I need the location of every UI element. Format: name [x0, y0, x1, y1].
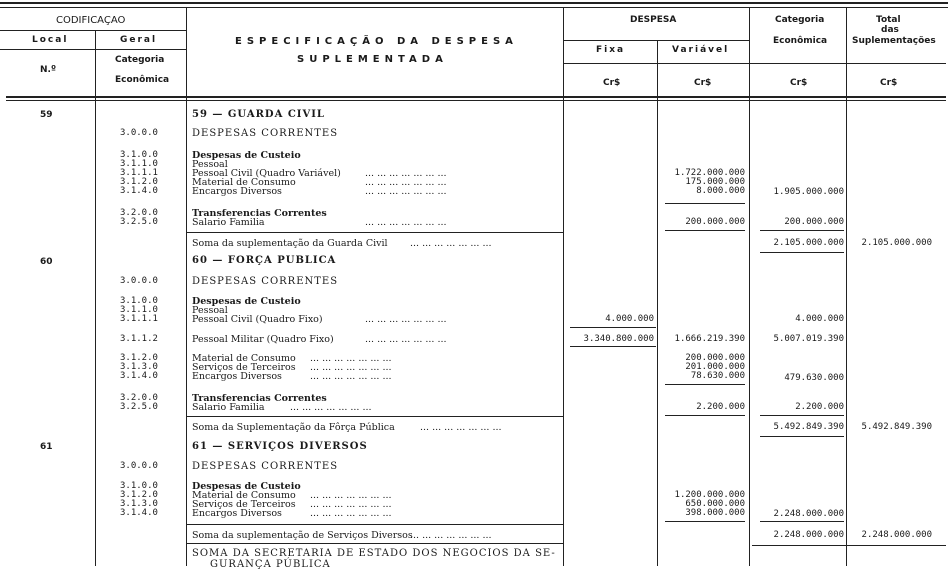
- militar-code: 3.1.1.2: [120, 334, 158, 344]
- outros-codes: 3.1.2.0 3.1.3.0 3.1.4.0: [120, 353, 158, 381]
- section-title: 59 — GUARDA CIVIL: [192, 109, 325, 120]
- categoria-col-label: Categoria: [775, 15, 825, 25]
- despesa-label: DESPESA: [630, 15, 677, 25]
- leader-dots: ... ... ... ... ... ... ...: [365, 334, 447, 345]
- transferencias-lines: Transferencias Correntes Salario Familia: [192, 393, 327, 413]
- section-rule: [187, 416, 563, 417]
- transferencias-lines: Transferencias Correntes Salario Familia: [192, 208, 327, 228]
- underline: [760, 252, 844, 253]
- currency-categoria: Cr$: [790, 78, 808, 88]
- underline: [760, 436, 844, 437]
- section-title: 60 — FORÇA PUBLICA: [192, 255, 337, 266]
- especificacao-title: ESPECIFICAÇÃO DA DESPESA: [235, 36, 518, 47]
- header-bottom-rule: [6, 96, 946, 98]
- fixa-value: 4.000.000: [605, 314, 654, 324]
- das-label: das: [881, 25, 899, 35]
- col-divider: [186, 8, 187, 566]
- leader-dots: ... ... ... ... ... ... ...: [365, 314, 447, 325]
- categoria-value: 4.000.000: [795, 314, 844, 324]
- custeio-codes: 3.1.0.0 3.1.1.0 3.1.1.1: [120, 296, 158, 324]
- fixa-label: Fixa: [596, 45, 626, 55]
- local-number: 61: [40, 442, 53, 452]
- categoria-value: 1.905.000.000: [773, 187, 844, 197]
- section-title: 61 — SERVIÇOS DIVERSOS: [192, 441, 368, 452]
- variavel-value: 2.200.000: [696, 402, 745, 412]
- correntes-code: 3.0.0.0: [120, 128, 158, 138]
- codificacao-label: CODIFICAÇAO: [56, 15, 126, 26]
- header-rule: [564, 40, 749, 41]
- currency-fixa: Cr$: [603, 78, 621, 88]
- underline: [570, 346, 656, 347]
- section-rule: [187, 543, 563, 544]
- leader-dots: ... ... ... ... ... ... ... ... ... ... ... ... ... ... ... ... ... ... ... ... ...: [365, 168, 447, 197]
- underline: [665, 384, 745, 385]
- variavel-values: 200.000.000 201.000.000 78.630.000: [685, 353, 745, 381]
- footer-line2: GURANÇA PÚBLICA: [210, 559, 331, 570]
- underline: [752, 545, 946, 546]
- header-bottom-rule-thin: [6, 100, 946, 101]
- top-rule: [0, 2, 948, 4]
- custeio-codes: 3.1.0.0 3.1.1.0 3.1.1.1 3.1.2.0 3.1.4.0: [120, 150, 158, 196]
- custeio-lines: Despesas de Custeio Material de Consumo Serviços de Terceiros Encargos Diversos: [192, 481, 301, 519]
- correntes-label: DESPESAS CORRENTES: [192, 461, 339, 472]
- col-divider: [657, 40, 658, 566]
- local-number: 60: [40, 257, 53, 267]
- footer-line1: SOMA DA SECRETARIA DE ESTADO DOS NEGOCIOS DA SE-: [192, 548, 556, 559]
- header-rule: [0, 49, 186, 50]
- transferencias-codes: 3.2.0.0 3.2.5.0: [120, 208, 158, 227]
- soma-label: Soma da Suplementação da Fôrça Pública: [192, 422, 395, 433]
- col-divider: [846, 8, 847, 566]
- top-rule-thin: [0, 7, 948, 8]
- categoria-value: 479.630.000: [784, 373, 844, 383]
- underline: [665, 415, 745, 416]
- section-rule: [187, 232, 563, 233]
- numero-label: N.º: [40, 65, 57, 75]
- correntes-code: 3.0.0.0: [120, 461, 158, 471]
- categoria-label: Categoria: [115, 55, 165, 65]
- underline: [570, 327, 656, 328]
- local-number: 59: [40, 110, 53, 120]
- underline: [760, 230, 844, 231]
- leader-dots: ... ... ... ... ... ... ... ... ... ... ... ... ... ... ... ... ... ... ... ... ...: [310, 353, 392, 382]
- suplementada-title: SUPLEMENTADA: [297, 54, 448, 65]
- categoria-value: 2.200.000: [795, 402, 844, 412]
- underline: [760, 415, 844, 416]
- custeio-lines: Despesas de Custeio Pessoal Pessoal Civil (Quadro Fixo): [192, 296, 323, 325]
- leader-dots: ... ... ... ... ... ... ...: [420, 422, 502, 433]
- variavel-values: 1.200.000.000 650.000.000 398.000.000: [674, 490, 745, 518]
- fixa-value: 3.340.800.000: [583, 334, 654, 344]
- soma-total: 5.492.849.390: [861, 422, 932, 432]
- categoria-value: 5.007.019.390: [773, 334, 844, 344]
- correntes-label: DESPESAS CORRENTES: [192, 128, 339, 139]
- leader-dots: ... ... ... ... ... ... ...: [365, 217, 447, 228]
- soma-categoria: 2.105.000.000: [773, 238, 844, 248]
- custeio-lines: Despesas de Custeio Pessoal Pessoal Civil (Quadro Variável) Material de Consumo Encargos Diversos: [192, 150, 341, 197]
- suplementacoes-label: Suplementações: [852, 36, 936, 46]
- currency-total: Cr$: [880, 78, 898, 88]
- soma-total: 2.105.000.000: [861, 238, 932, 248]
- col-divider: [95, 30, 96, 566]
- outros-lines: Material de Consumo Serviços de Terceiros Encargos Diversos: [192, 353, 296, 382]
- transferencias-codes: 3.2.0.0 3.2.5.0: [120, 393, 158, 412]
- geral-label: Geral: [120, 35, 158, 45]
- correntes-code: 3.0.0.0: [120, 276, 158, 286]
- col-divider: [749, 8, 750, 566]
- economica-label: Econômica: [115, 75, 170, 85]
- militar-line: Pessoal Militar (Quadro Fixo): [192, 334, 334, 345]
- custeio-codes: 3.1.0.0 3.1.2.0 3.1.3.0 3.1.4.0: [120, 481, 158, 518]
- categoria-value: 2.248.000.000: [773, 509, 844, 519]
- categoria-value: 200.000.000: [784, 217, 844, 227]
- leader-dots: ... ... ... ... ... ... ...: [410, 238, 492, 249]
- economica-col-label: Econômica: [773, 36, 828, 46]
- leader-dots: ... ... ... ... ... ... ...: [410, 530, 492, 541]
- underline: [760, 521, 844, 522]
- soma-categoria: 2.248.000.000: [773, 530, 844, 540]
- variavel-label: Variável: [672, 45, 730, 55]
- soma-label: Soma da suplementação da Guarda Civil: [192, 238, 388, 249]
- variavel-values: 1.722.000.000 175.000.000 8.000.000: [674, 168, 745, 196]
- local-label: Local: [32, 35, 69, 45]
- correntes-label: DESPESAS CORRENTES: [192, 276, 339, 287]
- variavel-value: 1.666.219.390: [674, 334, 745, 344]
- header-rule: [564, 63, 946, 64]
- total-label: Total: [876, 15, 901, 25]
- col-divider: [563, 8, 564, 566]
- underline: [665, 521, 745, 522]
- soma-total: 2.248.000.000: [861, 530, 932, 540]
- soma-categoria: 5.492.849.390: [773, 422, 844, 432]
- variavel-value: 200.000.000: [685, 217, 745, 227]
- header-rule: [0, 30, 186, 31]
- underline: [665, 230, 745, 231]
- currency-variavel: Cr$: [694, 78, 712, 88]
- section-rule: [187, 524, 563, 525]
- leader-dots: ... ... ... ... ... ... ...: [290, 402, 372, 413]
- soma-label: Soma da suplementação de Serviços Diversos: [192, 530, 413, 541]
- underline: [665, 203, 745, 204]
- leader-dots: ... ... ... ... ... ... ... ... ... ... ... ... ... ... ... ... ... ... ... ... ...: [310, 490, 392, 519]
